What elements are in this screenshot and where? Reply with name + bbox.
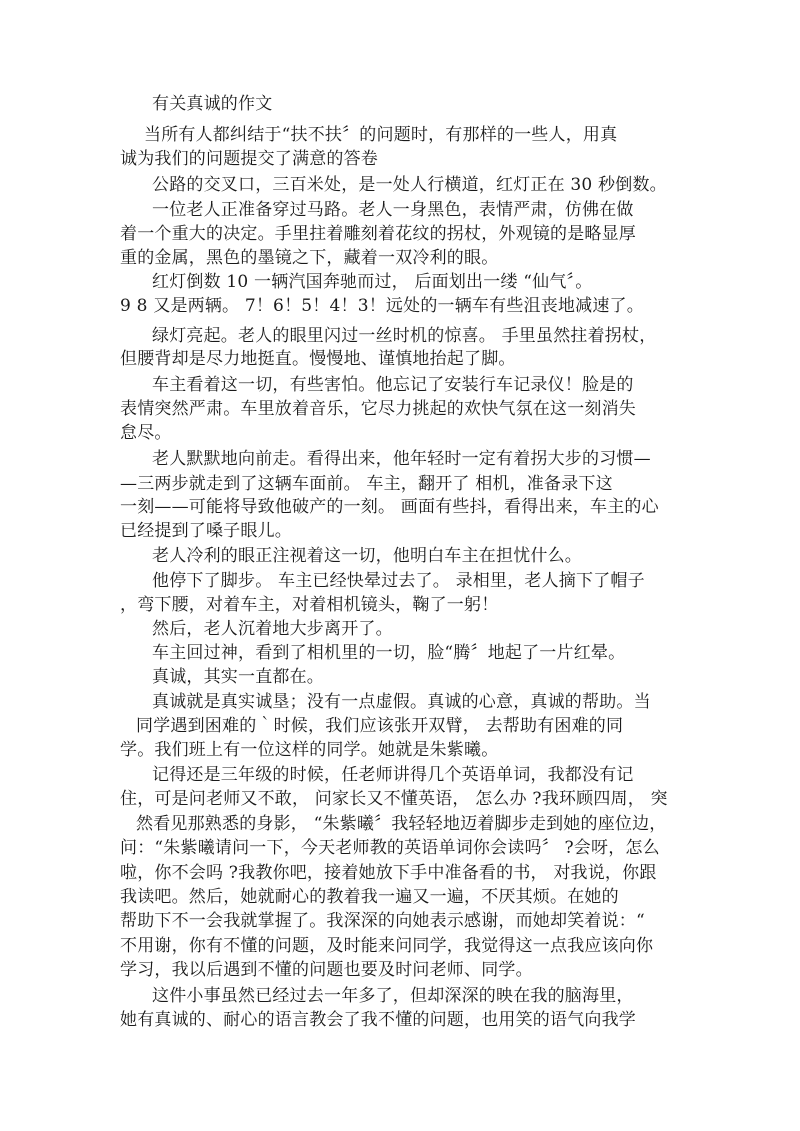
paragraph-line: 真诚就是真实诚垦；没有一点虚假。真诚的心意，真诚的帮助。当	[152, 692, 651, 712]
paragraph-line: 老人冷利的眼正注视着这一切，他明白车主在担忧什么。	[152, 546, 582, 566]
paragraph-line: 然后，老人沉着地大步离开了。	[152, 619, 393, 639]
paragraph-line: 怠尽。	[120, 423, 172, 443]
paragraph-line: 啦，你不会吗 ?我教你吧，接着她放下手中准备看的书， 对我说，你跟	[120, 863, 657, 883]
paragraph-line: 问：“朱紫曦请问一下，今天老师教的英语单词你会读吗〞 ?会呀，怎么	[120, 838, 660, 858]
paragraph-line: 表情突然严肃。车里放着音乐，它尽力挑起的欢快气氛在这一刻消失	[120, 399, 636, 419]
paragraph-line: 这件小事虽然已经过去一年多了，但却深深的映在我的脑海里，	[152, 986, 634, 1006]
paragraph-line: 但腰背却是尽力地挺直。慢慢地、谨慎地抬起了脚。	[120, 349, 516, 369]
paragraph-line: 车主回过神，看到了相机里的一切，脸“腾〞地起了一片红晕。	[152, 643, 626, 663]
paragraph-line: 同学遇到困难的｀时候，我们应该张开双臂， 去帮助有困难的同	[136, 716, 624, 736]
paragraph-line: 记得还是三年级的时候，任老师讲得几个英语单词，我都没有记	[152, 765, 634, 785]
paragraph-line: 公路的交叉口，三百米处，是一处人行横道，红灯正在 30 秒倒数。	[152, 175, 667, 195]
paragraph-line: 一位老人正准备穿过马路。老人一身黑色，表情严肃，仿佛在做	[152, 200, 634, 220]
paragraph-line: 老人默默地向前走。看得出来，他年轻时一定有着拐大步的习惯—	[152, 449, 651, 469]
paragraph-line: 然看见那熟悉的身影， “朱紫曦〞我轻轻地迈着脚步走到她的座位边，	[136, 814, 667, 834]
paragraph-line: 一刻——可能将导致他破产的一刻。 画面有些抖，看得出来，车主的心	[120, 497, 659, 517]
paragraph-line: 已经提到了嗓子眼儿。	[120, 521, 292, 541]
paragraph-line: 着一个重大的决定。手里拄着雕刻着花纹的拐杖，外观镜的是略显厚	[120, 224, 636, 244]
paragraph-line: —三两步就走到了这辆车面前。 车主，翻开了 相机，准备录下这	[120, 474, 613, 494]
paragraph-line: 红灯倒数 10 一辆汽国奔驰而过， 后面划出一缕 “仙气〞。	[152, 272, 593, 292]
paragraph-line: 重的金属，黑色的墨镜之下，藏着一双冷利的眼。	[120, 248, 499, 268]
paragraph-line: 绿灯亮起。老人的眼里闪过一丝时机的惊喜。 手里虽然拄着拐杖，	[152, 326, 657, 346]
paragraph-line: 不用谢，你有不懂的问题，及时能来问同学，我觉得这一点我应该向你	[120, 936, 654, 956]
paragraph-line: 住，可是问老师又不敢， 问家长又不懂英语， 怎么办 ?我环顾四周， 突	[120, 789, 668, 809]
paragraph-line: 我读吧。然后，她就耐心的教着我一遍又一遍，不厌其烦。在她的	[120, 887, 619, 907]
paragraph-line: 她有真诚的、耐心的语言教会了我不懂的问题，也用笑的语气向我学	[120, 1010, 636, 1030]
paragraph-line: 学。我们班上有一位这样的同学。她就是朱紫曦。	[120, 740, 499, 760]
paragraph-line: 9 8 又是两辆。 7！6！5！4！3！远处的一辆车有些沮丧地减速了。	[120, 296, 644, 316]
document-title: 有关真诚的作文	[152, 94, 273, 114]
paragraph-line: 当所有人都纠结于“扶不扶〞的问题时，有那样的一些人，用真	[144, 125, 618, 145]
paragraph-line: 学习，我以后遇到不懂的问题也要及时问老师、同学。	[120, 960, 533, 980]
paragraph-line: 诚为我们的问题提交了满意的答卷	[120, 149, 378, 169]
paragraph-line: 他停下了脚步。 车主已经快晕过去了。 录相里，老人摘下了帽子	[152, 571, 645, 591]
paragraph-line: 真诚，其实一直都在。	[152, 667, 324, 687]
paragraph-line: 车主看着这一切，有些害怕。他忘记了安装行车记录仪！脸是的	[152, 375, 634, 395]
paragraph-line: 帮助下不一会我就掌握了。我深深的向她表示感谢，而她却笑着说：“	[120, 911, 645, 931]
paragraph-line: ，弯下腰，对着车主，对着相机镜头，鞠了一躬！	[120, 595, 499, 615]
